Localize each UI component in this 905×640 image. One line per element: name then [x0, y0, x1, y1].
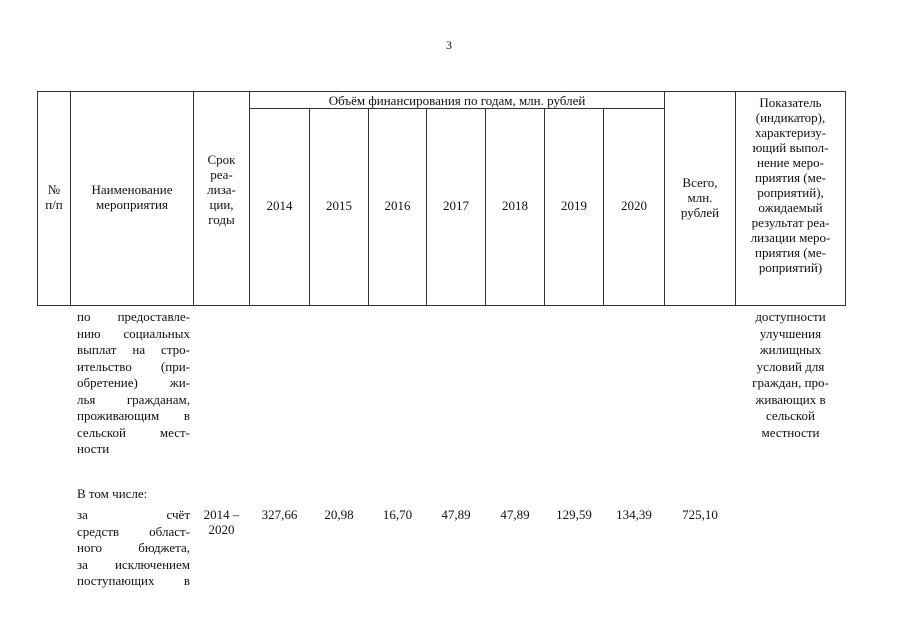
- header-funding-title: Объём финансирования по годам, млн. рублей: [328, 93, 586, 108]
- header-year-2020: 2020: [621, 198, 647, 213]
- including-label: В том числе:: [77, 486, 148, 501]
- value-2016: 16,70: [382, 507, 413, 522]
- value-2014: 327,66: [261, 507, 298, 522]
- header-col-total: Всего, млн. рублей: [680, 175, 720, 220]
- value-2019: 129,59: [556, 507, 592, 522]
- header-year-2015: 2015: [326, 198, 352, 213]
- value-total: 725,10: [682, 507, 718, 522]
- header-col-indicator: Показатель (индикатор), характеризу- ющий выпол- нение меро- приятия (ме- роприятий), ожидаемый результат реа- лизации меро- приятия (ме- роприятий): [750, 95, 831, 275]
- value-2015: 20,98: [324, 507, 354, 522]
- header-year-2018: 2018: [502, 198, 528, 213]
- value-2020: 134,39: [616, 507, 652, 522]
- row-term: 2014 – 2020: [203, 507, 240, 537]
- row-name: за счёт средств област- ного бюджета, за исключением поступающих в: [77, 507, 190, 588]
- activity-description: по предоставле- нию социальных выплат на стро- ительство (при- обретение) жи- лья гражданам, проживающим в сельской мест- ности: [77, 309, 190, 456]
- header-year-2014: 2014: [266, 198, 293, 213]
- header-year-2019: 2019: [561, 198, 587, 213]
- header-col-term: Срок реа- лиза- ции, годы: [207, 152, 236, 227]
- value-2018: 47,89: [500, 507, 530, 522]
- indicator-description: доступности улучшения жилищных условий для граждан, про- живающих в сельской местности: [752, 309, 829, 440]
- page-number: 3: [446, 38, 452, 52]
- header-col-number: № п/п: [45, 182, 63, 212]
- header-year-2017: 2017: [443, 198, 469, 213]
- header-year-2016: 2016: [384, 198, 411, 213]
- value-2017: 47,89: [441, 507, 471, 522]
- header-col-name: Наименование мероприятия: [91, 182, 173, 212]
